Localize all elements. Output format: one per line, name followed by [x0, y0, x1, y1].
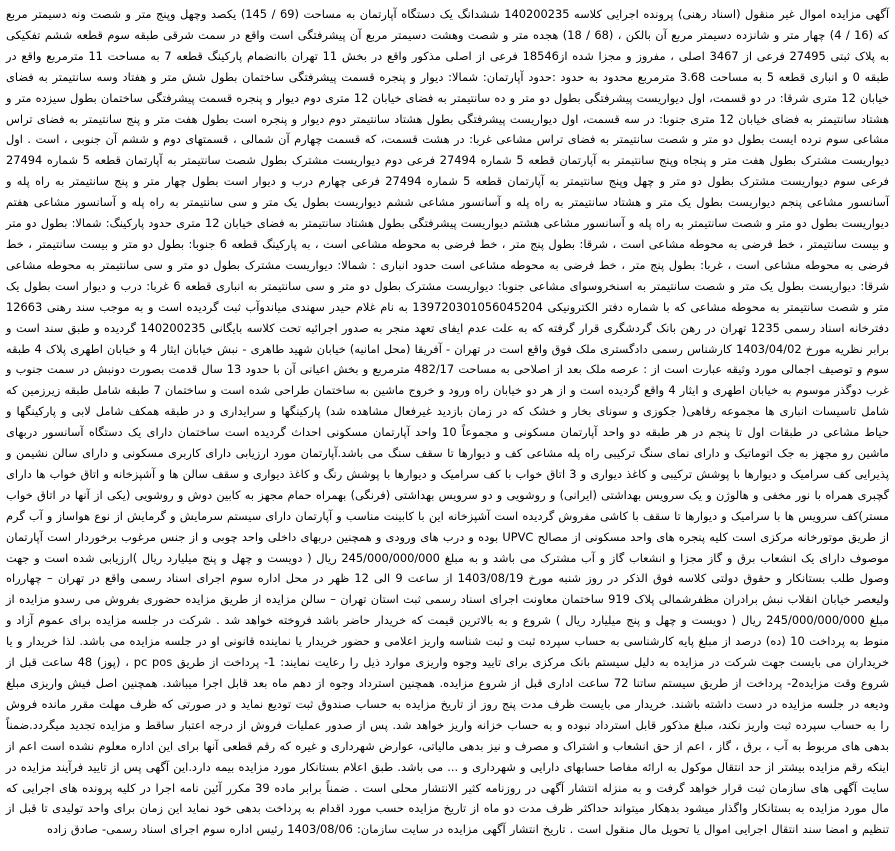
- auction-notice-text: آگهی مزایده اموال غیر منقول (اسناد رهنی) پرونده اجرایی کلاسه 140200235 ششدانگ یک دستگاه آپارتمان به مساحت (69 / 145) یکصد وچهل وپنج متر و شصت ونه دسیمتر مربع که (16 / 4) چهار متر و شانزده دسیمتر مربع آن بالکن ، (68 / 18) هجده متر و شصت وهشت دسیمتر مربع آن پیشرفتگی است واقع در سمت شرقی طبقه سوم قطعه ششم تفکیکی به پلاک ثبتی 27495 فرعی از 3467 اصلی ، مفروز و مجزا شده از18546 فرعی از اصلی مذکور واقع در بخش 11 تهران باانضمام پارکینگ قطعه 7 به مساحت 11 مترمربع واقع در طبقه 0 و انباری قطعه 5 به مساحت 3.68 مترمربع محدود به حدود :حدود آپارتمان: شمالا: دیوار و پنجره قسمت پیشرفتگی ساختمان بطول شش متر و هفتاد وسه سانتیمتر به فضای خیابان 12 متری شرقا: در دو قسمت، اول دیواریست پیشرفتگی بطول دو متر و ده سانتیمتر به فضای خیابان 12 متری دوم دیوار و پنجره قسمت پیشرفتگی ساختمان بطول سیزده متر و هشتاد سانتیمتر به فضای خیابان 12 متری جنوبا: در سه قسمت، اول دیواریست پیشرفتگی بطول هشتاد سانتیمتر دوم دیوار و پنجره است بطول هفت متر و پنج سانتیمتر به فضای تراس مشاعی سوم نرده ایست بطول دو متر و شصت سانتیمتر به فضای تراس مشاعی غربا: در هشت قسمت، که قسمت چهارم آن شمالی ، قسمتهای دوم و ششم آن جنوبی ، است . اول دیواریست مشترک بطول هفت متر و پنجاه وپنج سانتیمتر به آپارتمان قطعه 5 شماره 27494 فرعی دوم دیواریست مشترک بطول شصت سانتیمتر به آپارتمان قطعه 5 شماره 27494 فرعی سوم دیواریست مشترک بطول دو متر و چهل وپنج سانتیمتر به آپارتمان قطعه 5 شماره 27494 فرعی چهارم درب و دیوار است بطول چهار متر و پنج سانتیمتر به راه پله و آسانسور مشاعی پنجم دیواریست بطول یک متر و هشتاد سانتیمتر به راه پله و آسانسور مشاعی ششم دیواریست بطول یک متر و سی سانتیمتر به راه پله و آسانسور مشاعی هفتم دیواریست بطول دو متر و شصت سانتیمتر به راه پله و آسانسور مشاعی هشتم دیواریست پیشرفتگی بطول هشتاد سانتیمتر به فضای خیابان 12 متری حدود پارکینگ: شمالا: بطول دو متر و بیست سانتیمتر ، خط فرضی به محوطه مشاعی است ، شرقا: بطول پنج متر ، خط فرضی به محوطه مشاعی است ، به پارکینگ قطعه 6 جنوبا: بطول دو متر و بیست سانتیمتر ، خط فرضی به محوطه مشاعی است ، غربا: بطول پنج متر ، خط فرضی به محوطه مشاعی است حدود انباری : شمالا: دیواریست مشترک بطول دو متر و سی سانتیمتر به محوطه مشاعی شرقا: دیواریست بطول یک متر و شصت سانتیمتر به اسنخروسوای مشاعی جنوبا: دیواریست مشترک بطول دو متر و سی سانتیمتر به انباری قطعه 6 غربا: درب و دیوار است بطول یک متر و شصت سانتیمتر به محوطه مشاعی که با شماره دفتر الکترونیکی 139720301056045204 به نام غلام حیدر سهندی میاندوآب ثبت گردیده است و به موجب سند رهنی 12663 دفترخانه اسناد رسمی 1235 تهران در رهن بانک گردشگری قرار گرفته که به علت عدم ایفای تعهد منجر به صدور اجرائیه تحت کلاسه بایگانی 140200235 گردیده و طبق سند است و برابر نظریه مورخ 1403/04/02 کارشناس رسمی دادگستری ملک فوق واقع است در تهران - آفریقا (محل امانیه) خیابان شهید طاهری - نبش خیابان ایثار 4 و خیابان اطهری پلاک 4 طبقه سوم و توصیف اجمالی مورد وثیقه عبارت است از : عرصه ملک بعد از اصلاحی به مساحت 482/17 مترمربع و بخش اعیانی آن با حدود 13 سال قدمت بصورت دونبش در سمت جنوب و غرب دوگذر موسوم به خیابان اطهری و ایثار 4 واقع گردیده است و از هر دو خیابان راه ورود و خروج ماشین به ساختمان طراحی شده است و ساختمان 7 طبقه شامل طبقه زیرزمین که شامل تاسیسات انباری ها مجموعه رفاهی( جکوزی و سونای بخار و خشک که در زمان بازدید غیرفعال مشاهده شد) پارکینگها و سرایداری و در طبقه همکف شامل لابی و پارکینگها و حیاط مشاعی در طبقات اول تا پنجم در هر طبقه دو واحد آپارتمان مسکونی و مجموعاً 10 واحد آپارتمان مسکونی احداث گردیده است ساختمان دارای یک دستگاه آسانسور دربهای ماشین رو مجهز به جک اتوماتیک و دارای نمای سنگ ترکیبی راه پله مشاعی کف و دیوارها تا سقف سنگ می باشد.آپارتمان مورد ارزیابی دارای کاربری مسکونی و دارای سالن نشیمن و پذیرایی کف سرامیک و دیوارها با پوشش ترکیبی و کاغذ دیواری و 3 اتاق خواب با کف سرامیک و دیوارها با پوشش رنگ و کاغذ دیواری و سقف سالن ها و آشپزخانه و اتاق خواب ها دارای گچبری همراه با نور مخفی و هالوژن و یک سرویس بهداشتی (ایرانی) و روشویی و دو سرویس بهداشتی (فرنگی) بهمراه حمام مجهز به کابین دوش و روشویی (یکی از آنها در اتاق خواب مستر)کف سرویس ها با سرامیک و دیوارها تا سقف با کاشی مفروش گردیده است آشپزخانه این با کابینت مناسب و آپارتمان دارای سیستم سرمایش و گرمایش از نوع هواساز و آب گرم از طریق موتورخانه مرکزی است کلیه پنجره های واحد مسکونی از مصالح UPVC بوده و درب های ورودی و همچنین دربهای داخلی واحد چوبی و از جنس مرغوب برخوردار است آپارتمان موصوف دارای یک انشعاب برق و گاز مجزا و انشعاب گاز و آب مشترک می باشد و به مبلغ 245/000/000/000 ریال ( دویست و چهل و پنج میلیارد ریال )ارزیابی شده است و جهت وصول طلب بستانکار و حقوق دولتی کلاسه فوق الذکر در روز شنبه مورخ 1403/08/19 از ساعت 9 الی 12 ظهر در محل اداره سوم اجرای اسناد رسمی واقع در تهران – چهارراه ولیعصر خیابان انقلاب نبش برادران مظفرشمالی پلاک 919 ساختمان معاونت اجرای اسناد رسمی ثبت استان تهران – سالن مزایده از طریق مزایده حضوری بفروش می رسدو مزایده از مبلغ 245/000/000/000 ریال ( دویست و چهل و پنج میلیارد ریال ) شروع و به بالاترین قیمت که خریدار حاضر باشد فروخته خواهد شد . شرکت در جلسه مزایده برای عموم آزاد و منوط به پرداخت 10 (ده) درصد از مبلغ پایه کارشناسی به حساب سپرده ثبت و ثبت شناسه واریز اعلامی و حضور خریدار یا نماینده قانونی او در جلسه مزایده می باشد. لذا خریدار و یا خریداران می بایست جهت شرکت در مزایده به دلیل سیستم بانک مرکزی برای تایید وجوه واریزی موارد ذیل را رعایت نمایند: 1- پرداخت از طریق pc pos ، (پوز) 48 ساعت قبل از شروع وقت مزایده2- پرداخت از طریق سیستم ساتنا 72 ساعت اداری قبل از شروع مزایده. همچنین استرداد وجوه از دهم ماه بعد قابل اجرا میباشد. همچنین اصل فیش واریزی مبلغ ودیعه در جلسه مزایده در دست داشته باشند. خریدار می بایست ظرف مدت پنج روز از تاریخ مزایده به حساب صندوق ثبت تودیع نماید و در صورتی که ظرف مهلت مقرر مانده فروش را به حساب سپرده ثبت واریز نکند، مبلغ مذکور قابل استرداد نبوده و به حساب خزانه واریز خواهد شد. پس از صدور عملیات فروش از درجه اعتبار ساقط و مزایده تجدید میگردد.ضمناً بدهی های مربوط به آب ، برق ، گاز ، اعم از حق انشعاب و اشتراک و مصرف و نیز بدهی مالیاتی، عوارض شهرداری و غیره که رقم قطعی آنها برای این اداره معلوم نشده است اعم از اینکه رقم مزایده بیشتر از حد انتقال موکول به ارائه مفاصا حسابهای دارایی و شهرداری و ... می باشد. طبق اعلام بستانکار مورد مزایده بیمه دارد.این آگهی پس از تایید فرآیند مزایده در سایت آگهی های سازمان ثبت قرار خواهد گرفت و به منزله انتشار آگهی در روزنامه کثیر الانتشار محلی است . ضمناً برابر ماده 39 مکرر آئین نامه اجرا در کلیه پرونده های اجرایی که مال مورد مزایده به بستانکار واگذار میشود بدهکار میتواند حداکثر ظرف مدت دو ماه از تاریخ مزایده حسب مورد اقدام به پرداخت بدهی خود نماید این زمان برای واحد تولیدی تا قبل از تنظیم و امضا سند انتقال اجرایی اموال یا تحویل مال منقول است . تاریخ انتشار آگهی مزایده در سایت سازمان: 1403/08/06 رئیس اداره سوم اجرای اسناد رسمی- صادق زاده: [6, 7, 890, 837]
